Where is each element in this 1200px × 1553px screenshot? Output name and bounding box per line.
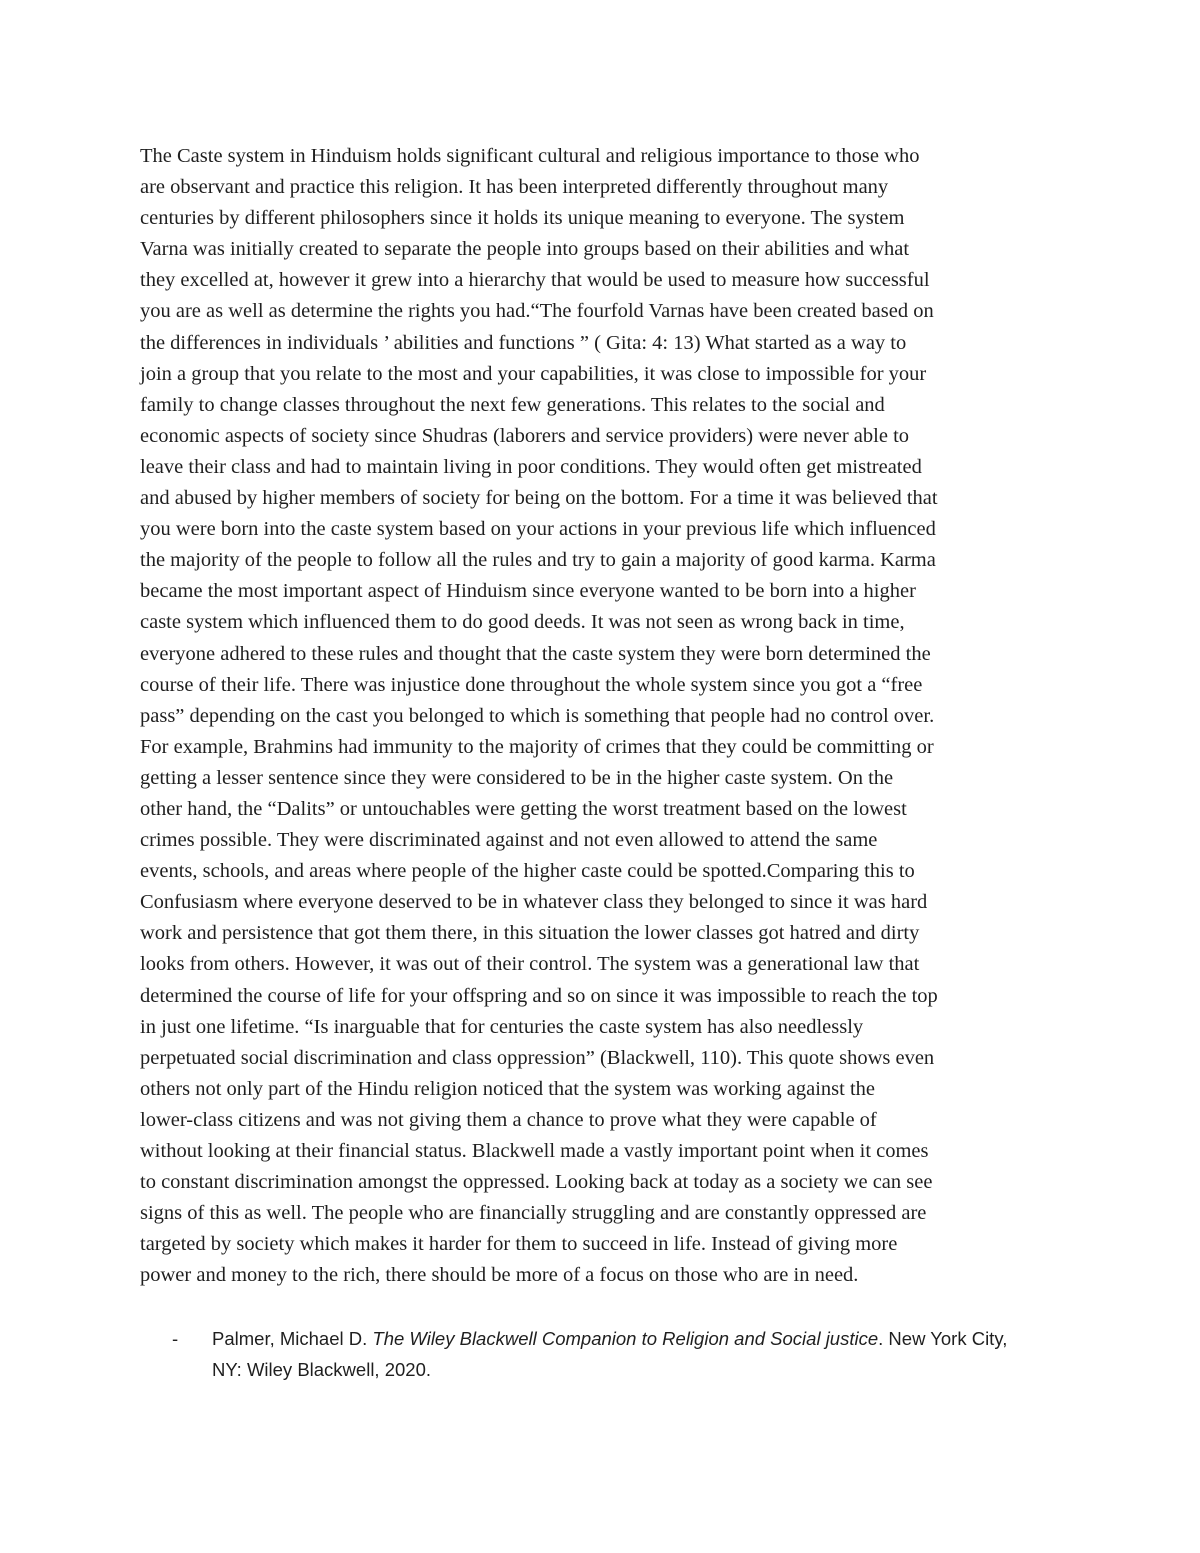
paragraph-line: you are as well as determine the rights you had.“The fourfold Varnas have been created based on xyxy=(140,300,934,323)
paragraph-line: The Caste system in Hinduism holds significant cultural and religious importance to those who xyxy=(140,145,920,167)
paragraph-line: centuries by different philosophers since it holds its unique meaning to everyone. The system xyxy=(140,207,905,230)
paragraph-line: are observant and practice this religion. It has been interpreted differently throughout many xyxy=(140,176,889,199)
paragraph-line: others not only part of the Hindu religion noticed that the system was working against the xyxy=(140,1077,876,1100)
paragraph-line: they excelled at, however it grew into a hierarchy that would be used to measure how successful xyxy=(140,269,930,292)
paragraph-line: Varna was initially created to separate the people into groups based on their abilities and what xyxy=(140,238,910,261)
citation-author: Palmer, Michael D. xyxy=(212,1328,373,1349)
paragraph-line: course of their life. There was injustice done throughout the whole system since you got a “free xyxy=(140,673,923,696)
list-bullet: - xyxy=(172,1328,179,1349)
paragraph-line: determined the course of life for your offspring and so on since it was impossible to reach the top xyxy=(140,984,938,1007)
paragraph-line: crimes possible. They were discriminated against and not even allowed to attend the same xyxy=(140,829,878,852)
paragraph-line: the majority of the people to follow all the rules and try to gain a majority of good karma. Karma xyxy=(140,549,936,572)
paragraph-line: events, schools, and areas where people of the higher caste could be spotted.Comparing this to xyxy=(140,860,915,883)
citation-line-2: NY: Wiley Blackwell, 2020. xyxy=(212,1359,432,1380)
paragraph-line: getting a lesser sentence since they were considered to be in the higher caste system. On the xyxy=(140,766,894,789)
paragraph-line: lower-class citizens and was not giving them a chance to prove what they were capable of xyxy=(140,1108,877,1131)
citation-publisher-place: . New York City, xyxy=(878,1328,1008,1349)
paragraph-line: signs of this as well. The people who are financially struggling and are constantly oppressed are xyxy=(140,1202,927,1225)
paragraph-line: other hand, the “Dalits” or untouchables were getting the worst treatment based on the lowest xyxy=(140,797,907,820)
essay-paragraph xyxy=(140,141,1061,1291)
paragraph-line: pass” depending on the cast you belonged to which is something that people had no control over. xyxy=(140,704,935,727)
citation-book-title: The Wiley Blackwell Companion to Religion and Social justice xyxy=(372,1328,879,1349)
paragraph-line: in just one lifetime. “Is inarguable that for centuries the caste system has also needlessly xyxy=(140,1015,864,1038)
paragraph-line: to constant discrimination amongst the oppressed. Looking back at today as a society we can see xyxy=(140,1171,933,1194)
paragraph-line: you were born into the caste system based on your actions in your previous life which influenced xyxy=(140,518,936,541)
paragraph-line: perpetuated social discrimination and class oppression” (Blackwell, 110). This quote shows even xyxy=(140,1046,935,1069)
paragraph-line: targeted by society which makes it harder for them to succeed in life. Instead of giving more xyxy=(140,1233,898,1256)
paragraph-line: became the most important aspect of Hinduism since everyone wanted to be born into a higher xyxy=(140,580,916,603)
paragraph-line: and abused by higher members of society for being on the bottom. For a time it was believed that xyxy=(140,487,938,510)
paragraph-line: everyone adhered to these rules and thought that the caste system they were born determined the xyxy=(140,642,931,665)
citation-text xyxy=(212,1323,1072,1385)
paragraph-line: caste system which influenced them to do good deeds. It was not seen as wrong back in time, xyxy=(140,611,905,634)
paragraph-line: For example, Brahmins had immunity to the majority of crimes that they could be committing or xyxy=(140,735,934,758)
paragraph-line: Confusiasm where everyone deserved to be in whatever class they belonged to since it was hard xyxy=(140,891,928,914)
paragraph-line: join a group that you relate to the most and your capabilities, it was close to impossible for your xyxy=(140,362,927,385)
paragraph-line: looks from others. However, it was out of their control. The system was a generational law that xyxy=(140,953,920,976)
paragraph-line: the differences in individuals ’ abilities and functions ” ( Gita: 4: 13) What started as a way to xyxy=(140,331,907,354)
paragraph-line: power and money to the rich, there should be more of a focus on those who are in need. xyxy=(140,1264,859,1287)
paragraph-line: leave their class and had to maintain living in poor conditions. They would often get mistreated xyxy=(140,455,922,478)
paragraph-line: work and persistence that got them there, in this situation the lower classes got hatred and dirty xyxy=(140,922,920,945)
paragraph-line: family to change classes throughout the next few generations. This relates to the social and xyxy=(140,393,885,416)
paragraph-line: without looking at their financial status. Blackwell made a vastly important point when it comes xyxy=(140,1140,929,1162)
paragraph-line: economic aspects of society since Shudras (laborers and service providers) were never able to xyxy=(140,424,910,447)
citation-line-1 xyxy=(212,1323,1072,1354)
